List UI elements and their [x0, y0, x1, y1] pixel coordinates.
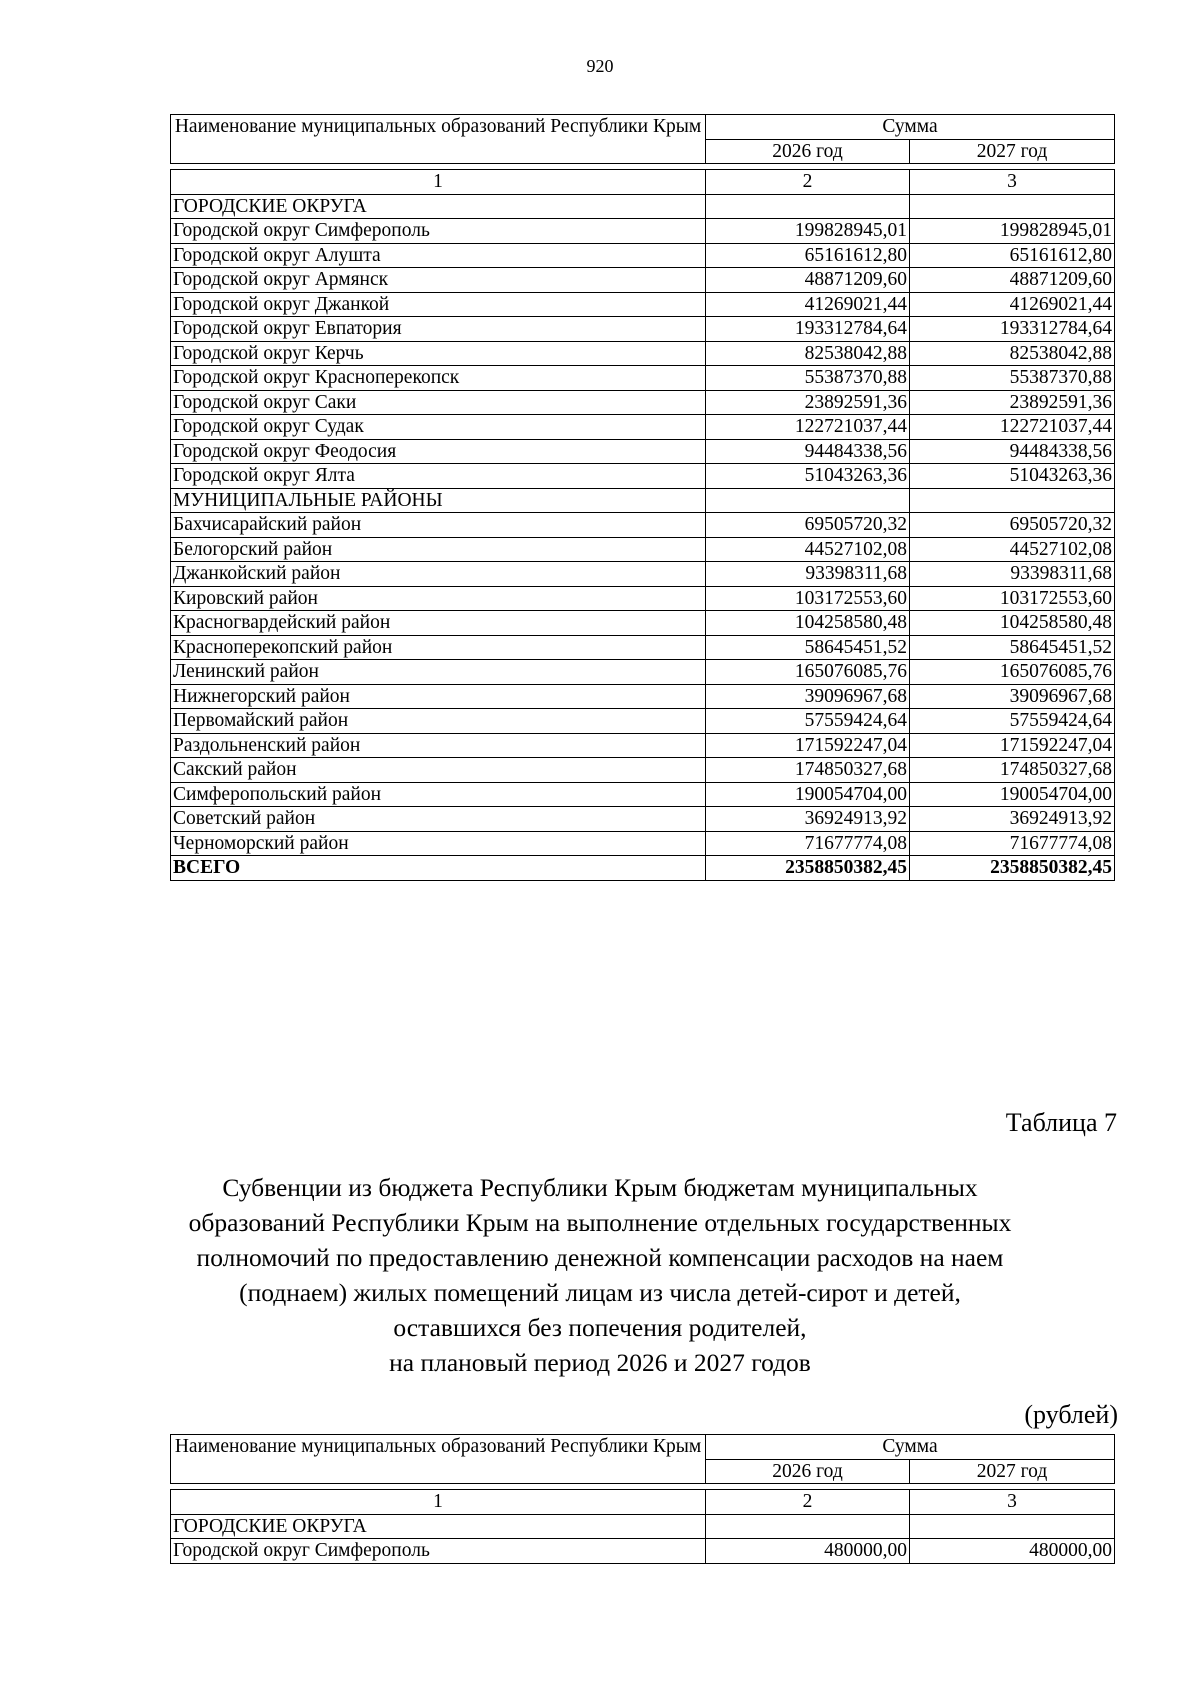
table-row: [171, 1539, 1115, 1564]
value-2027: 36924913,92: [910, 807, 1115, 832]
value-2027: 58645451,52: [910, 635, 1115, 660]
table-row: [171, 537, 1115, 562]
subsidy-table-6: [170, 114, 1115, 881]
total-label: ВСЕГО: [171, 856, 706, 881]
value-2027: 174850327,68: [910, 758, 1115, 783]
name: Городской округ Керчь: [171, 341, 706, 366]
table-row: [171, 684, 1115, 709]
name: Городской округ Ялта: [171, 464, 706, 489]
title-line: образований Республики Крым на выполнение отдельных государственных: [188, 1208, 1012, 1237]
value-2026: 39096967,68: [706, 684, 910, 709]
value-2026: 122721037,44: [706, 415, 910, 440]
value-2027: 44527102,08: [910, 537, 1115, 562]
table-row: [171, 513, 1115, 538]
value-2027: 69505720,32: [910, 513, 1115, 538]
name: Черноморский район: [171, 831, 706, 856]
value-2026: 57559424,64: [706, 709, 910, 734]
name: Кировский район: [171, 586, 706, 611]
total-2026: 2358850382,45: [706, 856, 910, 881]
value-2026: 193312784,64: [706, 317, 910, 342]
table-row: [171, 635, 1115, 660]
name-column-header: Наименование муниципальных образований Республики Крым: [171, 115, 706, 164]
value-2027: 122721037,44: [910, 415, 1115, 440]
year-2026-header: 2026 год: [706, 1459, 910, 1484]
document-title: [150, 1170, 1050, 1380]
city-rows: [171, 1539, 1115, 1564]
district-rows: [171, 513, 1115, 856]
value-2026: 94484338,56: [706, 439, 910, 464]
title-line: оставшихся без попечения родителей,: [393, 1313, 807, 1342]
name-column-header: Наименование муниципальных образований Республики Крым: [171, 1435, 706, 1484]
value-2027: 190054704,00: [910, 782, 1115, 807]
value-2026: 104258580,48: [706, 611, 910, 636]
name: Городской округ Судак: [171, 415, 706, 440]
sum-column-header: Сумма: [706, 115, 1115, 140]
table-row: [171, 317, 1115, 342]
value-2026: 171592247,04: [706, 733, 910, 758]
name: Городской округ Симферополь: [171, 1539, 706, 1564]
column-number-1: 1: [171, 1490, 706, 1515]
section-city-districts: ГОРОДСКИЕ ОКРУГА: [171, 194, 706, 219]
value-2026: 48871209,60: [706, 268, 910, 293]
table-row: [171, 464, 1115, 489]
value-2026: 23892591,36: [706, 390, 910, 415]
value-2027: 41269021,44: [910, 292, 1115, 317]
title-line: Субвенции из бюджета Республики Крым бюджетам муниципальных: [222, 1173, 978, 1202]
table-row: [171, 807, 1115, 832]
value-2026: 55387370,88: [706, 366, 910, 391]
value-2027: 93398311,68: [910, 562, 1115, 587]
value-2027: 39096967,68: [910, 684, 1115, 709]
column-number-2: 2: [706, 1490, 910, 1515]
name: Первомайский район: [171, 709, 706, 734]
table-row: [171, 243, 1115, 268]
year-2027-header: 2027 год: [910, 1459, 1115, 1484]
value-2027: 165076085,76: [910, 660, 1115, 685]
year-2026-header: 2026 год: [706, 139, 910, 164]
table-row: [171, 782, 1115, 807]
title-line: на плановый период 2026 и 2027 годов: [389, 1348, 811, 1377]
name: Городской округ Армянск: [171, 268, 706, 293]
name: Городской округ Евпатория: [171, 317, 706, 342]
table-label: Таблица 7: [1005, 1108, 1117, 1137]
value-2027: 71677774,08: [910, 831, 1115, 856]
value-2026: 65161612,80: [706, 243, 910, 268]
name: Городской округ Феодосия: [171, 439, 706, 464]
value-2027: 82538042,88: [910, 341, 1115, 366]
table-row: [171, 611, 1115, 636]
table-row: [171, 390, 1115, 415]
value-2026: 69505720,32: [706, 513, 910, 538]
subsidy-table-7: [170, 1434, 1115, 1564]
name: Городской округ Джанкой: [171, 292, 706, 317]
value-2027: 65161612,80: [910, 243, 1115, 268]
name: Городской округ Красноперекопск: [171, 366, 706, 391]
units-label: (рублей): [1024, 1400, 1118, 1429]
column-number-3: 3: [910, 1490, 1115, 1515]
table-row: [171, 733, 1115, 758]
table-row: [171, 439, 1115, 464]
column-number-3: 3: [910, 170, 1115, 195]
name: Джанкойский район: [171, 562, 706, 587]
total-2027: 2358850382,45: [910, 856, 1115, 881]
sum-column-header: Сумма: [706, 1435, 1115, 1460]
name: Городской округ Симферополь: [171, 219, 706, 244]
name: Ленинский район: [171, 660, 706, 685]
value-2026: 71677774,08: [706, 831, 910, 856]
name: Красноперекопский район: [171, 635, 706, 660]
value-2026: 82538042,88: [706, 341, 910, 366]
year-2027-header: 2027 год: [910, 139, 1115, 164]
title-line: полномочий по предоставлению денежной компенсации расходов на наем: [196, 1243, 1004, 1272]
value-2026: 44527102,08: [706, 537, 910, 562]
value-2027: 48871209,60: [910, 268, 1115, 293]
value-2027: 171592247,04: [910, 733, 1115, 758]
table-row: [171, 366, 1115, 391]
name: Красногвардейский район: [171, 611, 706, 636]
total-row: [171, 856, 1115, 881]
column-number-1: 1: [171, 170, 706, 195]
name: Бахчисарайский район: [171, 513, 706, 538]
value-2026: 103172553,60: [706, 586, 910, 611]
section-municipal-districts: МУНИЦИПАЛЬНЫЕ РАЙОНЫ: [171, 488, 706, 513]
value-2026: 36924913,92: [706, 807, 910, 832]
value-2027: 480000,00: [910, 1539, 1115, 1564]
value-2026: 41269021,44: [706, 292, 910, 317]
name: Сакский район: [171, 758, 706, 783]
table-row: [171, 586, 1115, 611]
value-2027: 104258580,48: [910, 611, 1115, 636]
column-number-2: 2: [706, 170, 910, 195]
name: Белогорский район: [171, 537, 706, 562]
name: Городской округ Саки: [171, 390, 706, 415]
name: Симферопольский район: [171, 782, 706, 807]
name: Городской округ Алушта: [171, 243, 706, 268]
value-2027: 199828945,01: [910, 219, 1115, 244]
table-row: [171, 292, 1115, 317]
value-2026: 58645451,52: [706, 635, 910, 660]
table-row: [171, 758, 1115, 783]
table-row: [171, 415, 1115, 440]
table-row: [171, 831, 1115, 856]
section-city-districts: ГОРОДСКИЕ ОКРУГА: [171, 1514, 706, 1539]
value-2026: 480000,00: [706, 1539, 910, 1564]
table-row: [171, 341, 1115, 366]
page-number: 920: [586, 56, 614, 76]
city-rows: [171, 219, 1115, 489]
value-2026: 93398311,68: [706, 562, 910, 587]
name: Нижнегорский район: [171, 684, 706, 709]
title-line: (поднаем) жилых помещений лицам из числа детей-сирот и детей,: [239, 1278, 961, 1307]
table-row: [171, 562, 1115, 587]
value-2026: 51043263,36: [706, 464, 910, 489]
value-2026: 174850327,68: [706, 758, 910, 783]
value-2027: 23892591,36: [910, 390, 1115, 415]
value-2027: 94484338,56: [910, 439, 1115, 464]
value-2026: 165076085,76: [706, 660, 910, 685]
value-2027: 103172553,60: [910, 586, 1115, 611]
table-row: [171, 660, 1115, 685]
value-2027: 57559424,64: [910, 709, 1115, 734]
name: Раздольненский район: [171, 733, 706, 758]
table-row: [171, 709, 1115, 734]
value-2027: 193312784,64: [910, 317, 1115, 342]
name: Советский район: [171, 807, 706, 832]
table-row: [171, 219, 1115, 244]
value-2027: 51043263,36: [910, 464, 1115, 489]
value-2026: 190054704,00: [706, 782, 910, 807]
table-row: [171, 268, 1115, 293]
value-2027: 55387370,88: [910, 366, 1115, 391]
value-2026: 199828945,01: [706, 219, 910, 244]
